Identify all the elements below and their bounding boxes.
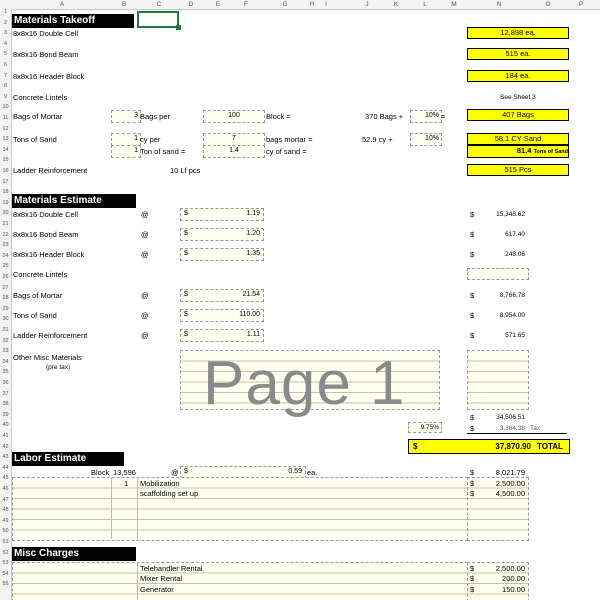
column-header[interactable]: B (121, 1, 127, 8)
takeoff-lintels-label: Concrete Lintels (13, 93, 68, 102)
row-number[interactable]: 32 (2, 337, 9, 344)
sand-tons-number: 81.4 (516, 146, 532, 155)
row-number[interactable]: 34 (2, 358, 9, 365)
estimate-item-total: 571.65 (505, 332, 525, 339)
row-number[interactable]: 46 (2, 486, 9, 492)
row-number[interactable]: 40 (2, 422, 9, 429)
labor-header: Labor Estimate (12, 452, 124, 466)
row-number[interactable]: 55 (2, 581, 9, 588)
takeoff-header-block-label: 8x8x16 Header Block (13, 72, 85, 81)
takeoff-double-cell-label: 8x8x16 Double Cell (13, 29, 79, 38)
dollar-sign: $ (470, 479, 475, 488)
column-header[interactable]: F (244, 1, 248, 8)
at-sign: @ (141, 250, 149, 259)
takeoff-mortar-value[interactable]: 407 Bags (467, 109, 569, 121)
estimate-item-total: 15,348.62 (496, 211, 525, 218)
dollar-sign: $ (470, 574, 475, 583)
estimate-price-input[interactable] (180, 309, 264, 322)
row-number[interactable]: 22 (2, 231, 9, 238)
labor-lines-grid[interactable] (12, 477, 468, 541)
column-header[interactable]: G (282, 1, 288, 8)
takeoff-header: Materials Takeoff (12, 14, 134, 28)
row-number[interactable]: 9 (3, 93, 8, 100)
row-header-bar (0, 9, 12, 600)
dollar-sign: $ (413, 442, 418, 451)
misc-item-label: Generator (140, 585, 174, 594)
at-sign: @ (141, 291, 149, 300)
row-number[interactable]: 44 (2, 464, 9, 471)
mortar-block-count-input[interactable]: 100 (203, 110, 265, 123)
takeoff-ladder-value[interactable]: 515 Pcs (467, 164, 569, 176)
row-number[interactable]: 13 (2, 136, 9, 143)
row-number[interactable]: 51 (2, 539, 9, 545)
price-value: 21.54 (242, 291, 260, 298)
estimate-item-label: 8x8x16 Double Cell (13, 210, 79, 219)
dollar-sign: $ (470, 489, 475, 498)
sand-bags-mortar: bags mortar = (266, 135, 313, 144)
dollar-sign: $ (470, 585, 475, 594)
fill-handle[interactable] (176, 25, 181, 30)
row-number[interactable]: 19 (2, 199, 9, 206)
estimate-item-label: Tons of Sand (13, 311, 57, 320)
row-number[interactable]: 52 (2, 549, 9, 556)
estimate-item-label: Ladder Reinforcement (13, 331, 88, 340)
scaffolding-label: scaffolding set up (140, 489, 199, 498)
row-number[interactable]: 54 (2, 570, 9, 577)
sand-pct-input[interactable]: 10% (410, 133, 442, 146)
row-number[interactable]: 5 (3, 51, 8, 58)
row-number[interactable]: 47 (2, 496, 9, 503)
row-number[interactable]: 39 (2, 411, 9, 418)
at-sign: @ (141, 331, 149, 340)
dollar-sign: $ (184, 468, 188, 475)
dollar-sign: $ (470, 331, 475, 340)
takeoff-mortar-label: Bags of Mortar (13, 112, 63, 121)
mobilization-label: Mobilization (140, 479, 180, 488)
labor-block-total: 8,021.79 (495, 468, 525, 477)
labor-block-label: Block (91, 468, 110, 477)
row-number[interactable]: 42 (2, 443, 9, 450)
takeoff-double-cell-value[interactable]: 12,898 ea. (467, 27, 569, 39)
row-number[interactable]: 23 (2, 242, 9, 249)
page-watermark: Page 1 (203, 349, 406, 418)
grand-total-box[interactable] (408, 439, 570, 454)
mortar-bags-text: 370 Bags + (365, 112, 404, 121)
takeoff-sand-tons-value[interactable] (467, 145, 569, 158)
column-header[interactable]: J (365, 1, 369, 8)
sand-mortar-qty-input[interactable]: 7 (203, 133, 265, 146)
grid-divider (137, 477, 138, 539)
column-header-bar (0, 0, 600, 10)
mortar-qty-input[interactable]: 3 (111, 110, 141, 123)
labor-rate-value: 0.59 (288, 468, 302, 475)
row-number[interactable]: 6 (3, 62, 8, 68)
row-number[interactable]: 36 (2, 380, 9, 386)
column-header[interactable]: A (59, 1, 65, 8)
grand-total-value: 37,870.90 (495, 442, 531, 451)
dollar-sign: $ (470, 468, 475, 477)
estimate-item-total: 8,766.78 (499, 292, 525, 299)
estimate-price-input[interactable] (180, 248, 264, 261)
row-number[interactable]: 12 (2, 125, 9, 132)
at-sign: @ (141, 210, 149, 219)
column-header[interactable]: D (188, 1, 194, 8)
column-header[interactable]: C (156, 1, 162, 8)
row-number[interactable]: 21 (2, 221, 9, 227)
row-number[interactable]: 50 (2, 528, 9, 535)
row-number[interactable]: 49 (2, 517, 9, 524)
column-header[interactable]: O (545, 1, 551, 8)
row-number[interactable]: 14 (2, 146, 9, 153)
grid-divider (111, 477, 112, 539)
row-number[interactable]: 27 (2, 284, 9, 291)
price-value: 1.20 (246, 230, 260, 237)
tax-label: Tax (530, 425, 541, 432)
misc-header: Misc Charges (12, 547, 136, 561)
takeoff-sand-label: Tons of Sand (13, 135, 57, 144)
sand-cy-per: cy per (140, 135, 161, 144)
dollar-sign: $ (184, 331, 188, 338)
dollar-sign: $ (470, 424, 475, 433)
misc-lines-grid[interactable] (12, 562, 468, 600)
mortar-bags-per: Bags per (140, 112, 171, 121)
column-header[interactable]: P (578, 1, 584, 8)
row-number[interactable]: 10 (2, 104, 9, 111)
row-number[interactable]: 43 (2, 454, 9, 461)
sand-cy-of-sand: cy of sand = (266, 147, 307, 156)
column-header[interactable]: E (215, 1, 221, 8)
dollar-sign: $ (184, 230, 188, 237)
dollar-sign: $ (470, 311, 475, 320)
row-number[interactable]: 38 (2, 401, 9, 408)
estimate-subtotal: 34,506.51 (496, 414, 525, 421)
misc-item-total: 2,500.00 (495, 564, 525, 573)
price-value: 110.00 (239, 311, 260, 318)
estimate-misc-label: Other Misc Materials (13, 353, 82, 362)
row-number[interactable]: 31 (2, 327, 9, 333)
lintels-total-input[interactable] (467, 268, 529, 280)
estimate-header: Materials Estimate (12, 194, 136, 208)
mortar-pct-input[interactable]: 10% (410, 110, 442, 123)
row-number[interactable]: 26 (2, 274, 9, 280)
row-number[interactable]: 37 (2, 390, 9, 397)
column-header[interactable]: N (496, 1, 502, 8)
row-number[interactable]: 29 (2, 305, 9, 312)
estimate-item-label: Concrete Lintels (13, 270, 68, 279)
tax-pct-input[interactable]: 9.75% (408, 422, 442, 433)
row-number[interactable]: 28 (2, 295, 9, 302)
estimate-item-total: 8,954.00 (499, 312, 525, 319)
grand-total-label: TOTAL (537, 442, 563, 451)
row-number[interactable]: 1 (3, 9, 8, 15)
takeoff-bond-beam-value[interactable]: 515 ea. (467, 48, 569, 60)
takeoff-sand-cy-value[interactable]: 58.1 CY Sand (467, 133, 569, 145)
sand-ton-input[interactable]: 1 (111, 145, 141, 158)
takeoff-ladder-label: Ladder Reinforcement (13, 166, 88, 175)
row-number[interactable]: 16 (2, 168, 9, 174)
takeoff-lintels-value: See Sheet 3 (500, 94, 536, 101)
estimate-price-input[interactable] (180, 228, 264, 241)
row-number[interactable]: 25 (2, 263, 9, 270)
column-header[interactable]: K (393, 1, 399, 8)
dollar-sign: $ (184, 250, 188, 257)
sand-cy-input[interactable]: 1 (111, 133, 141, 146)
row-number[interactable]: 2 (3, 19, 8, 26)
row-number[interactable]: 24 (2, 252, 9, 259)
mortar-block-text: Block = (266, 112, 291, 121)
grid-divider (137, 562, 138, 600)
row-number[interactable]: 41 (2, 433, 9, 439)
mobilization-qty: 1 (124, 479, 129, 488)
row-number[interactable]: 35 (2, 369, 9, 376)
misc-item-total: 200.00 (502, 574, 525, 583)
column-header[interactable]: L (423, 1, 427, 8)
sand-cy-factor-input[interactable]: 1.4 (203, 145, 265, 158)
price-value: 1.35 (246, 250, 260, 257)
estimate-price-input[interactable] (180, 289, 264, 302)
dollar-sign: $ (470, 230, 475, 239)
column-header[interactable]: I (325, 1, 327, 8)
sand-cy-text: 52.9 cy + (362, 135, 393, 144)
mortar-equals: = (441, 112, 446, 121)
row-number[interactable]: 30 (2, 316, 9, 323)
price-value: 1.19 (246, 210, 260, 217)
price-value: 1.11 (246, 331, 260, 338)
at-sign: @ (171, 468, 179, 477)
estimate-tax: 3,364.38 (499, 425, 525, 432)
sand-ton-of-sand: Ton of sand = (140, 147, 186, 156)
row-number[interactable]: 11 (2, 115, 9, 121)
estimate-price-input[interactable] (180, 329, 264, 342)
takeoff-ladder-lf: 10 Lf pcs (170, 166, 201, 175)
row-number[interactable]: 15 (2, 157, 9, 164)
estimate-price-input[interactable] (180, 208, 264, 221)
misc-item-label: Mixer Rental (140, 574, 183, 583)
labor-block-count: 13,596 (113, 468, 136, 477)
estimate-item-label: 8x8x16 Bond Beam (13, 230, 79, 239)
dollar-sign: $ (470, 413, 475, 422)
subtotal-rule (467, 433, 567, 434)
labor-ea: ea. (307, 468, 318, 477)
row-number[interactable]: 45 (2, 475, 9, 482)
dollar-sign: $ (184, 311, 188, 318)
dollar-sign: $ (184, 210, 188, 217)
takeoff-header-block-value[interactable]: 184 ea. (467, 70, 569, 82)
estimate-item-total: 248.06 (505, 251, 525, 258)
row-number[interactable]: 53 (2, 560, 9, 567)
sand-tons-unit: Tons of Sand (533, 149, 568, 155)
misc-item-total: 150.00 (502, 585, 525, 594)
column-header[interactable]: H (309, 1, 315, 8)
dollar-sign: $ (470, 564, 475, 573)
misc-materials-totals-grid[interactable] (467, 350, 529, 410)
row-number[interactable]: 20 (2, 210, 9, 217)
row-number[interactable]: 48 (2, 507, 9, 514)
misc-item-label: Telehandler Rental (140, 564, 203, 573)
estimate-item-label: Bags of Mortar (13, 291, 63, 300)
estimate-item-total: 617.40 (505, 231, 525, 238)
takeoff-bond-beam-label: 8x8x16 Bond Beam (13, 50, 79, 59)
row-number[interactable]: 4 (3, 40, 8, 47)
dollar-sign: $ (470, 291, 475, 300)
dollar-sign: $ (470, 250, 475, 259)
row-number[interactable]: 33 (2, 348, 9, 355)
scaffolding-total: 4,500.00 (495, 489, 525, 498)
dollar-sign: $ (184, 291, 188, 298)
at-sign: @ (141, 311, 149, 320)
row-number[interactable]: 7 (3, 72, 8, 79)
dollar-sign: $ (470, 210, 475, 219)
mobilization-total: 2,500.00 (495, 479, 525, 488)
estimate-misc-sub: (pre tax) (46, 364, 71, 371)
column-header[interactable]: M (451, 1, 457, 8)
at-sign: @ (141, 230, 149, 239)
selected-cell[interactable] (137, 11, 179, 28)
row-number[interactable]: 3 (3, 30, 8, 37)
row-number[interactable]: 17 (2, 178, 9, 185)
estimate-item-label: 8x8x16 Header Block (13, 250, 85, 259)
row-number[interactable]: 18 (2, 189, 9, 196)
row-number[interactable]: 8 (3, 83, 8, 90)
